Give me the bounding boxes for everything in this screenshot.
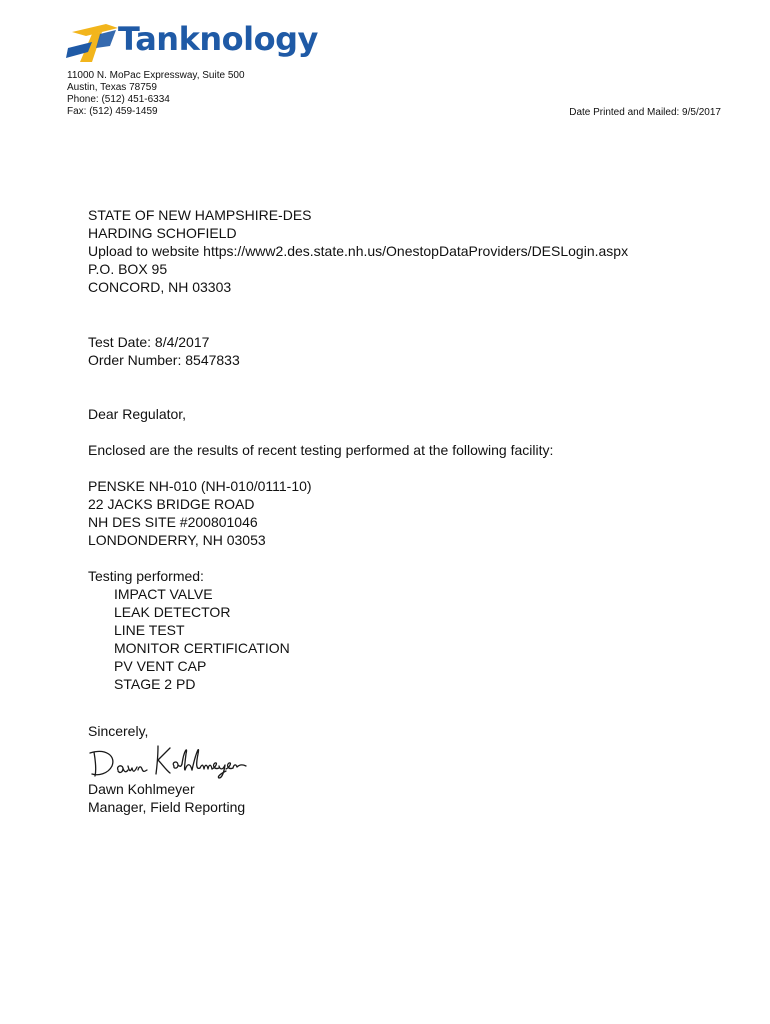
facility-line: NH DES SITE #200801046	[88, 514, 258, 530]
facility-line: LONDONDERRY, NH 03053	[88, 532, 266, 548]
company-name: Tanknology	[118, 20, 318, 58]
signer-block	[88, 780, 245, 816]
address-line: 11000 N. MoPac Expressway, Suite 500	[67, 70, 245, 81]
testing-item: LINE TEST	[114, 622, 185, 638]
recipient-line: HARDING SCHOFIELD	[88, 225, 237, 241]
facility-line: PENSKE NH-010 (NH-010/0111-10)	[88, 478, 312, 494]
recipient-upload-line: Upload to website https://www2.des.state.nh.us/OnestopDataProviders/DESLogin.aspx	[88, 243, 629, 259]
recipient-line: CONCORD, NH 03303	[88, 279, 232, 295]
recipient-line: STATE OF NEW HAMPSHIRE-DES	[88, 207, 312, 223]
testing-item: MONITOR CERTIFICATION	[114, 640, 290, 656]
testing-item: STAGE 2 PD	[114, 676, 196, 692]
testing-item: LEAK DETECTOR	[114, 604, 231, 620]
phone-number: Phone: (512) 451-6334	[67, 94, 170, 105]
handwritten-signature	[86, 740, 266, 780]
salutation: Dear Regulator,	[88, 406, 187, 422]
signer-title: Manager, Field Reporting	[88, 799, 246, 815]
testing-item: IMPACT VALVE	[114, 586, 213, 602]
address-line: Austin, Texas 78759	[67, 82, 157, 93]
testing-performed	[88, 567, 290, 693]
signer-name: Dawn Kohlmeyer	[88, 781, 195, 797]
sign-off: Sincerely,	[88, 723, 149, 739]
company-address	[67, 70, 245, 118]
recipient-line: P.O. BOX 95	[88, 261, 168, 277]
testing-heading: Testing performed:	[88, 568, 204, 584]
tanknology-logo-icon	[66, 18, 122, 64]
order-number: Order Number: 8547833	[88, 352, 240, 368]
testing-item: PV VENT CAP	[114, 658, 207, 674]
date-printed: Date Printed and Mailed: 9/5/2017	[569, 107, 721, 118]
company-logo	[66, 16, 346, 66]
facility-line: 22 JACKS BRIDGE ROAD	[88, 496, 255, 512]
test-info	[88, 333, 240, 369]
fax-number: Fax: (512) 459-1459	[67, 106, 158, 117]
facility-address	[88, 477, 312, 549]
intro-paragraph: Enclosed are the results of recent testing performed at the following facility:	[88, 442, 554, 458]
recipient-address	[88, 206, 628, 296]
test-date: Test Date: 8/4/2017	[88, 334, 210, 350]
